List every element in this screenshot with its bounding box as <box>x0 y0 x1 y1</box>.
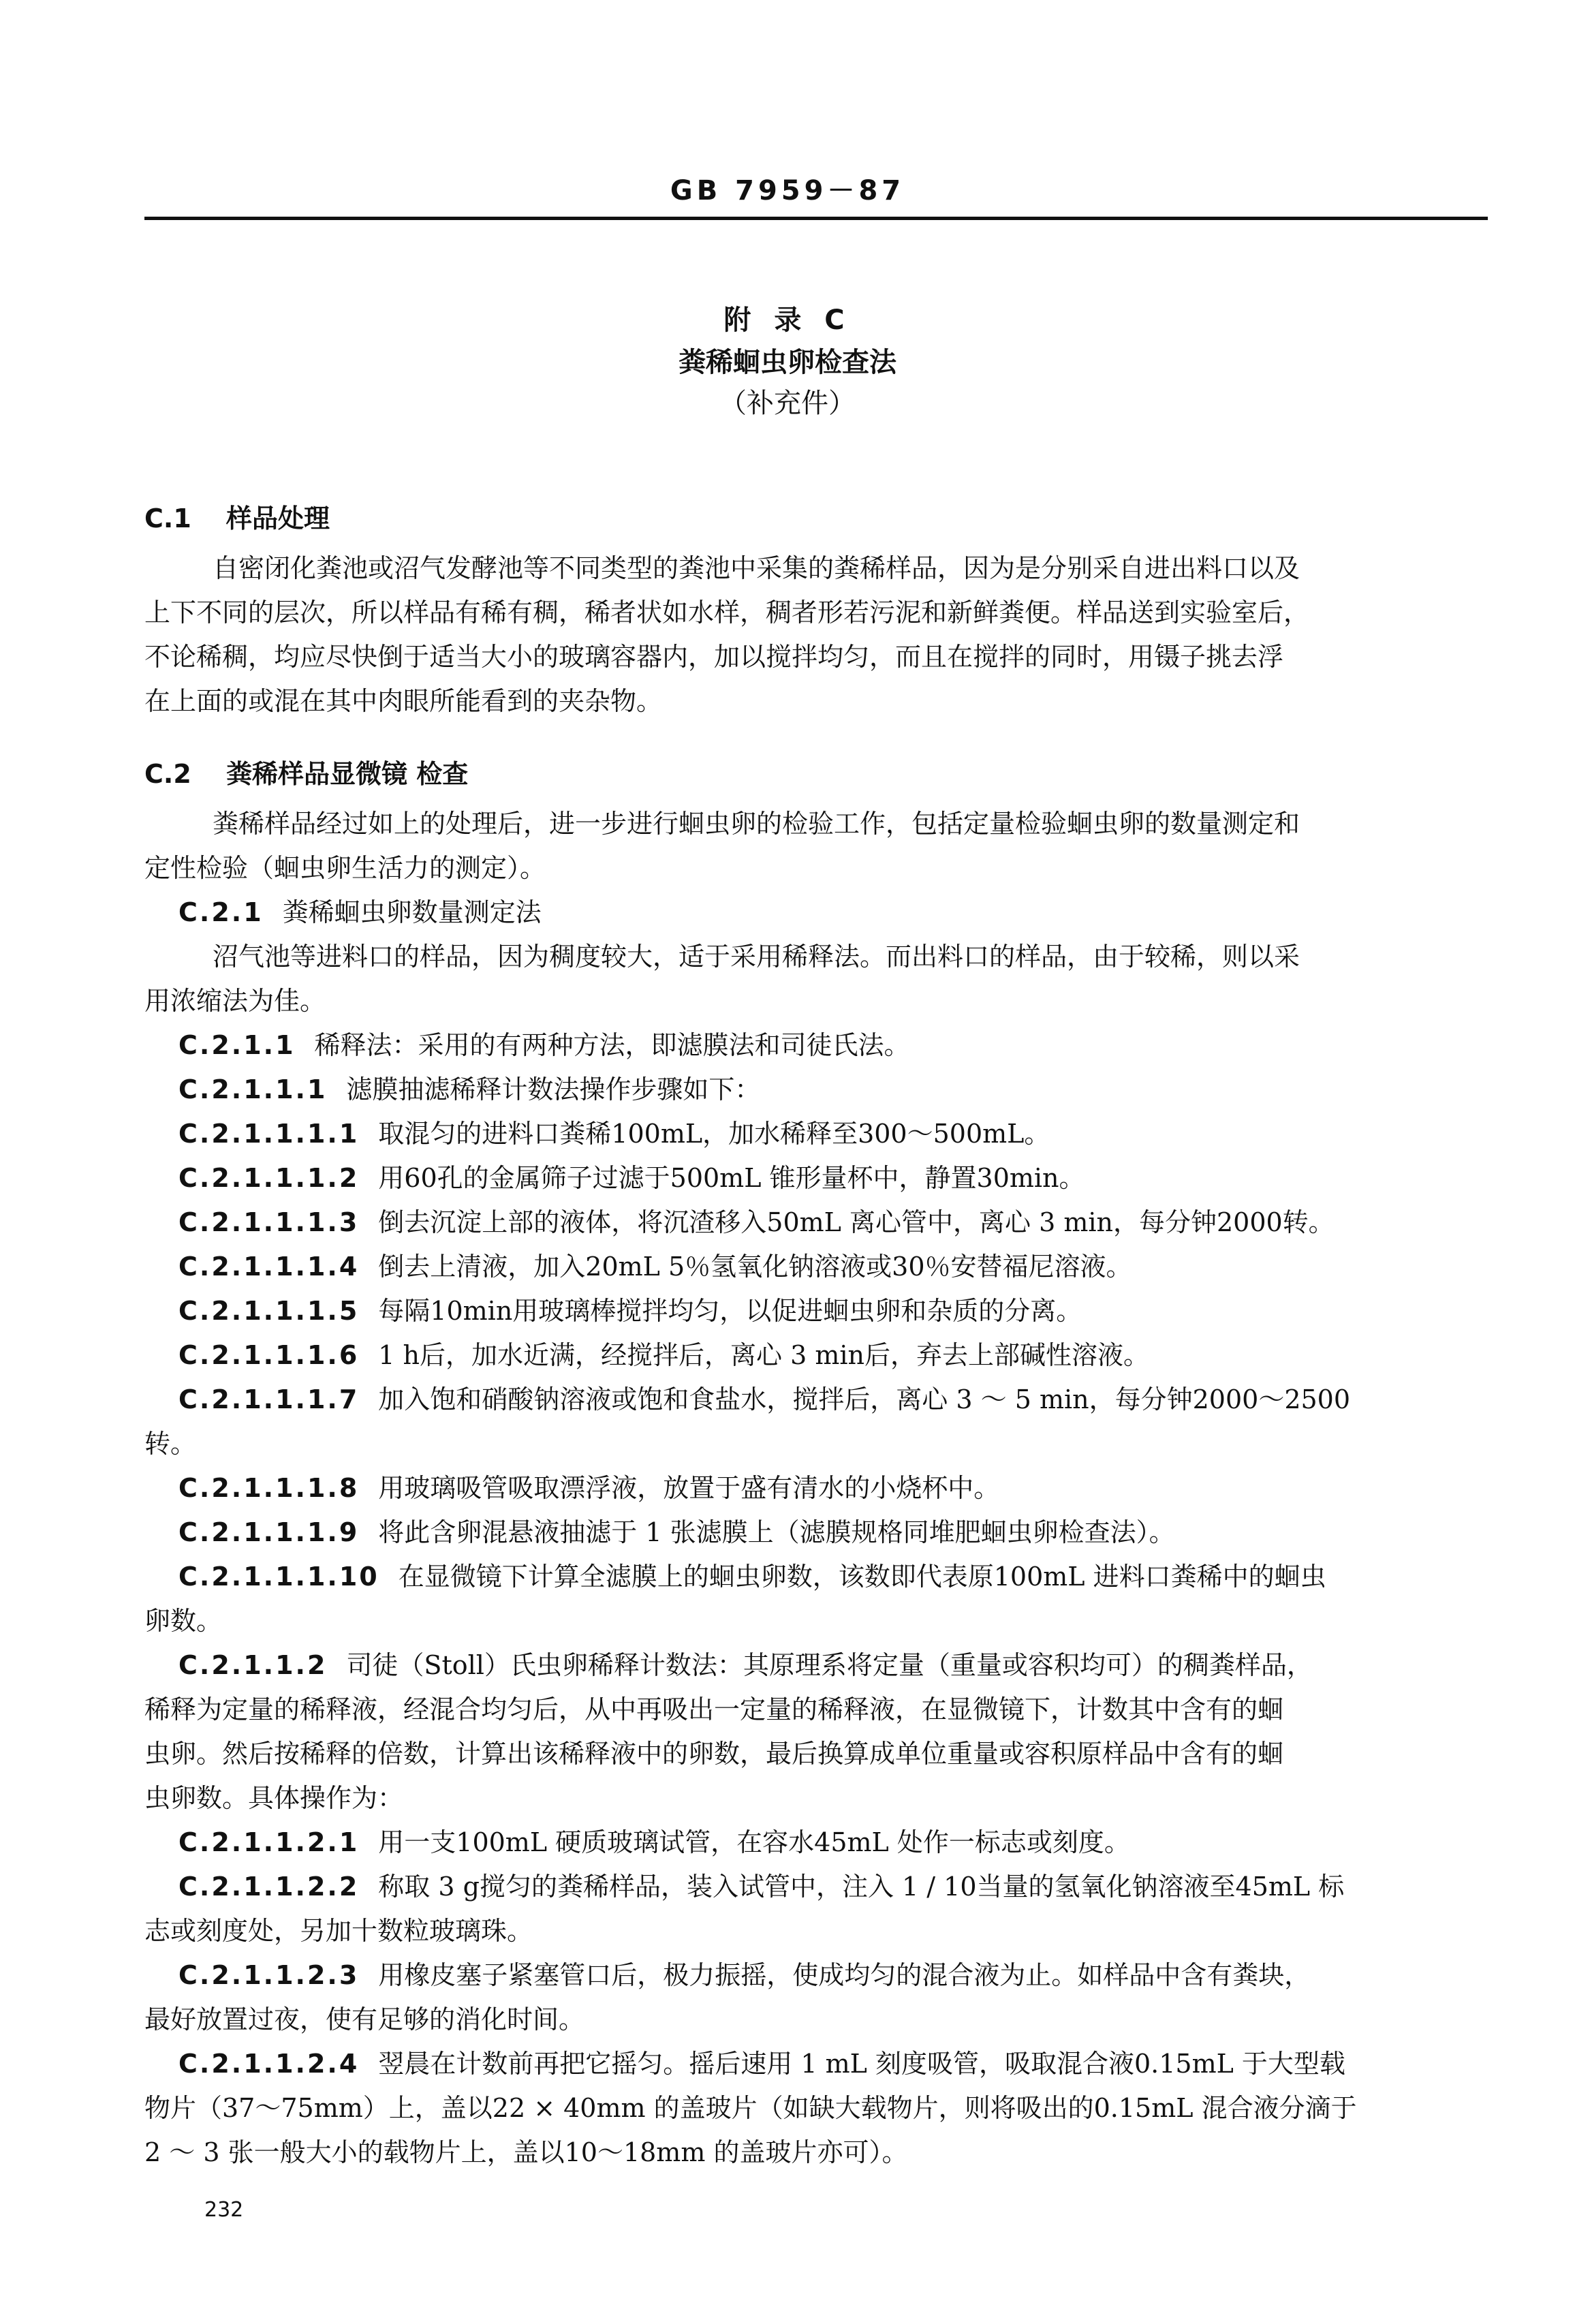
clause-number: C.2.1.1.1.1 <box>178 1119 360 1149</box>
clause-text: 用60孔的金属筛子过滤于500mL 锥形量杯中，静置30min。 <box>378 1163 1085 1193</box>
clause-text: 用橡皮塞子紧塞管口后，极力振摇，使成均匀的混合液为止。如样品中含有粪块， <box>378 1960 1311 1990</box>
clause-line <box>178 899 542 925</box>
clause-line <box>178 1475 999 1501</box>
clause-line <box>178 1076 760 1102</box>
body-line: 最好放置过夜，使有足够的消化时间。 <box>144 2004 585 2034</box>
clause-number: C.2.1.1.2.1 <box>178 1827 360 1857</box>
clause-number: C.2.1.1.1 <box>178 1074 328 1104</box>
clause-number: C.2.1.1.1.4 <box>178 1252 360 1282</box>
clause-line <box>178 1032 910 1058</box>
clause-number: C.2.1.1.1.10 <box>178 1562 379 1592</box>
body-line: 自密闭化粪池或沼气发酵池等不同类型的粪池中采集的粪稀样品，因为是分别采自进出料口以及 <box>213 553 1300 583</box>
clause-line <box>178 1121 1050 1147</box>
clause-number: C.2.1 <box>178 897 264 927</box>
clause-number: C.2.1.1.1.9 <box>178 1517 360 1547</box>
body-line: 沼气池等进料口的样品，因为稠度较大，适于采用稀释法。而出料口的样品，由于较稀，则以采 <box>213 942 1300 972</box>
body-line: 稀释为定量的稀释液，经混合均匀后，从中再吸出一定量的稀释液，在显微镜下，计数其中含有的蛔 <box>144 1694 1284 1724</box>
clause-number: C.2.1.1.2.4 <box>178 2049 360 2079</box>
section-number: C.1 <box>144 503 191 533</box>
clause-line <box>178 1564 1326 1590</box>
clause-number: C.2.1.1 <box>178 1030 296 1060</box>
clause-text: 取混匀的进料口粪稀100mL，加水稀释至300～500mL。 <box>378 1119 1050 1149</box>
clause-number: C.2.1.1.1.6 <box>178 1340 360 1370</box>
clause-number: C.2.1.1.2.3 <box>178 1960 360 1990</box>
body-line: 转。 <box>144 1429 197 1459</box>
body-line: 虫卵数。具体操作为： <box>144 1783 404 1813</box>
clause-text: 翌晨在计数前再把它摇匀。摇后速用 1 mL 刻度吸管，吸取混合液0.15mL 于大型载 <box>378 2049 1345 2079</box>
appendix-subtitle: （补充件） <box>719 388 856 419</box>
clause-line <box>178 1874 1344 1900</box>
body-line: 虫卵。然后按稀释的倍数，计算出该稀释液中的卵数，最后换算成单位重量或容积原样品中含有的蛔 <box>144 1739 1284 1769</box>
clause-text: 称取 3 g搅匀的粪稀样品，装入试管中，注入 1 / 10当量的氢氧化钠溶液至45mL 标 <box>378 1872 1345 1902</box>
clause-text: 加入饱和硝酸钠溶液或饱和食盐水，搅拌后，离心 3 ～ 5 min，每分钟2000～2500 <box>378 1384 1351 1414</box>
clause-number: C.2.1.1.2 <box>178 1650 328 1680</box>
clause-text: 倒去上清液，加入20mL 5％氢氧化钠溶液或30％安替福尼溶液。 <box>378 1252 1132 1282</box>
clause-line <box>178 1298 1082 1324</box>
clause-number: C.2.1.1.1.5 <box>178 1296 360 1326</box>
clause-line <box>178 1386 1350 1412</box>
clause-number: C.2.1.1.1.2 <box>178 1163 360 1193</box>
clause-number: C.2.1.1.1.8 <box>178 1473 360 1503</box>
standard-code-header: GB 7959－87 <box>670 175 905 206</box>
clause-text: 粪稀蛔虫卵数量测定法 <box>282 897 542 927</box>
clause-line <box>178 1254 1132 1280</box>
clause-text: 滤膜抽滤稀释计数法操作步骤如下： <box>346 1074 761 1104</box>
section-number: C.2 <box>144 759 191 789</box>
page-number: 232 <box>204 2198 244 2222</box>
section-heading <box>144 497 330 535</box>
body-line: 上下不同的层次，所以样品有稀有稠，稀者状如水样，稠者形若污泥和新鲜粪便。样品送到实验室后， <box>144 598 1310 628</box>
body-line: 用浓缩法为佳。 <box>144 986 326 1016</box>
clause-text: 1 h后，加水近满，经搅拌后，离心 3 min后，弃去上部碱性溶液。 <box>378 1340 1150 1370</box>
section-title: 样品处理 <box>226 503 330 533</box>
clause-line <box>178 1342 1149 1368</box>
clause-text: 倒去沉淀上部的液体，将沉渣移入50mL 离心管中，离心 3 min，每分钟2000转。 <box>378 1207 1335 1237</box>
clause-line <box>178 1652 1313 1678</box>
clause-text: 用一支100mL 硬质玻璃试管，在容水45mL 处作一标志或刻度。 <box>378 1827 1130 1857</box>
body-line: 不论稀稠，均应尽快倒于适当大小的玻璃容器内，加以搅拌均匀，而且在搅拌的同时，用镊子挑去浮 <box>144 642 1284 672</box>
clause-line <box>178 1209 1335 1235</box>
clause-line <box>178 1165 1085 1191</box>
clause-text: 每隔10min用玻璃棒搅拌均匀，以促进蛔虫卵和杂质的分离。 <box>378 1296 1082 1326</box>
clause-text: 将此含卵混悬液抽滤于 1 张滤膜上（滤膜规格同堆肥蛔虫卵检查法）。 <box>378 1517 1175 1547</box>
body-line: 2 ～ 3 张一般大小的载物片上，盖以10～18mm 的盖玻片亦可）。 <box>144 2137 908 2167</box>
clause-text: 司徒（Stoll）氏虫卵稀释计数法：其原理系将定量（重量或容积均可）的稠粪样品， <box>346 1650 1313 1680</box>
body-line: 物片（37～75mm）上，盖以22 × 40mm 的盖玻片（如缺大载物片，则将吸出的0.15mL 混合液分滴于 <box>144 2093 1357 2123</box>
clause-number: C.2.1.1.1.7 <box>178 1384 360 1414</box>
clause-line <box>178 1829 1130 1855</box>
appendix-title: 粪稀蛔虫卵检查法 <box>679 347 896 378</box>
clause-line <box>178 1962 1310 1988</box>
clause-line <box>178 1519 1175 1545</box>
clause-line <box>178 2051 1345 2077</box>
body-line: 在上面的或混在其中肉眼所能看到的夹杂物。 <box>144 686 663 716</box>
clause-number: C.2.1.1.2.2 <box>178 1872 360 1902</box>
appendix-label: 附 录 C <box>723 305 852 336</box>
body-line: 卵数。 <box>144 1606 223 1636</box>
clause-text: 用玻璃吸管吸取漂浮液，放置于盛有清水的小烧杯中。 <box>378 1473 1000 1503</box>
body-line: 粪稀样品经过如上的处理后，进一步进行蛔虫卵的检验工作，包括定量检验蛔虫卵的数量测定和 <box>213 809 1300 839</box>
section-heading <box>144 753 468 790</box>
clause-text: 在显微镜下计算全滤膜上的蛔虫卵数，该数即代表原100mL 进料口粪稀中的蛔虫 <box>398 1562 1326 1592</box>
body-line: 定性检验（蛔虫卵生活力的测定）。 <box>144 853 546 883</box>
body-line: 志或刻度处，另加十数粒玻璃珠。 <box>144 1916 533 1946</box>
clause-text: 稀释法：采用的有两种方法，即滤膜法和司徒氏法。 <box>314 1030 910 1060</box>
header-rule <box>144 217 1488 220</box>
section-title: 粪稀样品显微镜 检查 <box>226 759 469 789</box>
clause-number: C.2.1.1.1.3 <box>178 1207 360 1237</box>
